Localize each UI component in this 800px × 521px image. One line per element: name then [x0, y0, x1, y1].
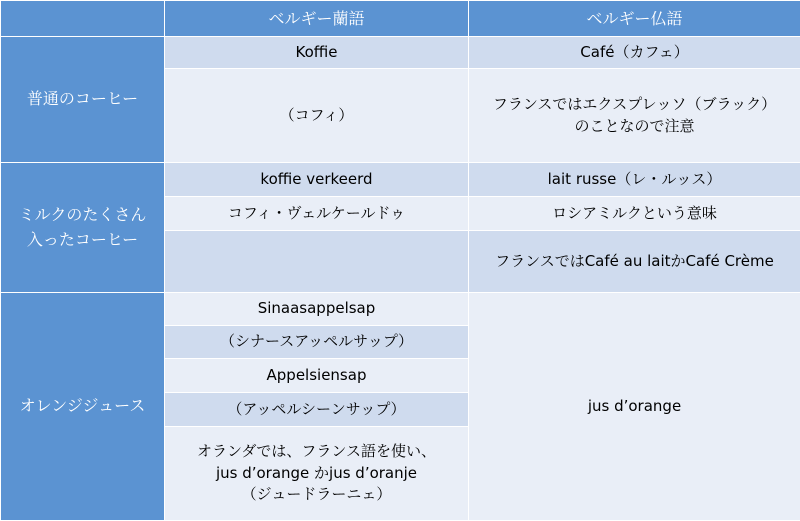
coffee-french-note: [469, 69, 800, 163]
milk-french-note: フランスではCafé au laitかCafé Crème: [469, 231, 800, 293]
orange-dutch-note: [165, 427, 469, 521]
coffee-french-note-line-2: のことなので注意: [475, 116, 794, 138]
header-french: ベルギー仏語: [469, 1, 800, 37]
row-label-milk-coffee: [1, 163, 165, 293]
coffee-french-word: Café（カフェ）: [469, 37, 800, 69]
milk-dutch-reading: コフィ・ヴェルケールドゥ: [165, 197, 469, 231]
orange-dutch-word-1: Sinaasappelsap: [165, 293, 469, 326]
orange-dutch-word-2: Appelsiensap: [165, 359, 469, 393]
coffee-dutch-reading: （コフィ）: [165, 69, 469, 163]
header-dutch: ベルギー蘭語: [165, 1, 469, 37]
row-label-milk-line-1: ミルクのたくさん: [7, 203, 158, 228]
table-row: [1, 37, 800, 69]
milk-french-word: lait russe（レ・ルッス）: [469, 163, 800, 197]
corner-cell: [1, 1, 165, 37]
row-label-orange-juice: オレンジジュース: [1, 293, 165, 521]
table-row: [1, 293, 800, 326]
milk-dutch-empty: [165, 231, 469, 293]
row-label-milk-line-2: 入ったコーヒー: [7, 228, 158, 253]
orange-dutch-reading-1: （シナースアッペルサップ）: [165, 326, 469, 359]
coffee-dutch-word: Koffie: [165, 37, 469, 69]
header-row: [1, 1, 800, 37]
orange-dutch-note-line-3: （ジュードラーニェ）: [171, 484, 462, 506]
orange-dutch-note-line-1: オランダでは、フランス語を使い、: [171, 441, 462, 463]
row-label-coffee: 普通のコーヒー: [1, 37, 165, 163]
orange-french-word: jus d’orange: [469, 293, 800, 521]
coffee-french-note-line-1: フランスではエクスプレッソ（ブラック）: [475, 94, 794, 116]
milk-dutch-word: koffie verkeerd: [165, 163, 469, 197]
milk-french-meaning: ロシアミルクという意味: [469, 197, 800, 231]
table-row: [1, 163, 800, 197]
orange-dutch-reading-2: （アッペルシーンサップ）: [165, 393, 469, 427]
orange-dutch-note-line-2: jus d’orange かjus d’oranje: [171, 463, 462, 485]
